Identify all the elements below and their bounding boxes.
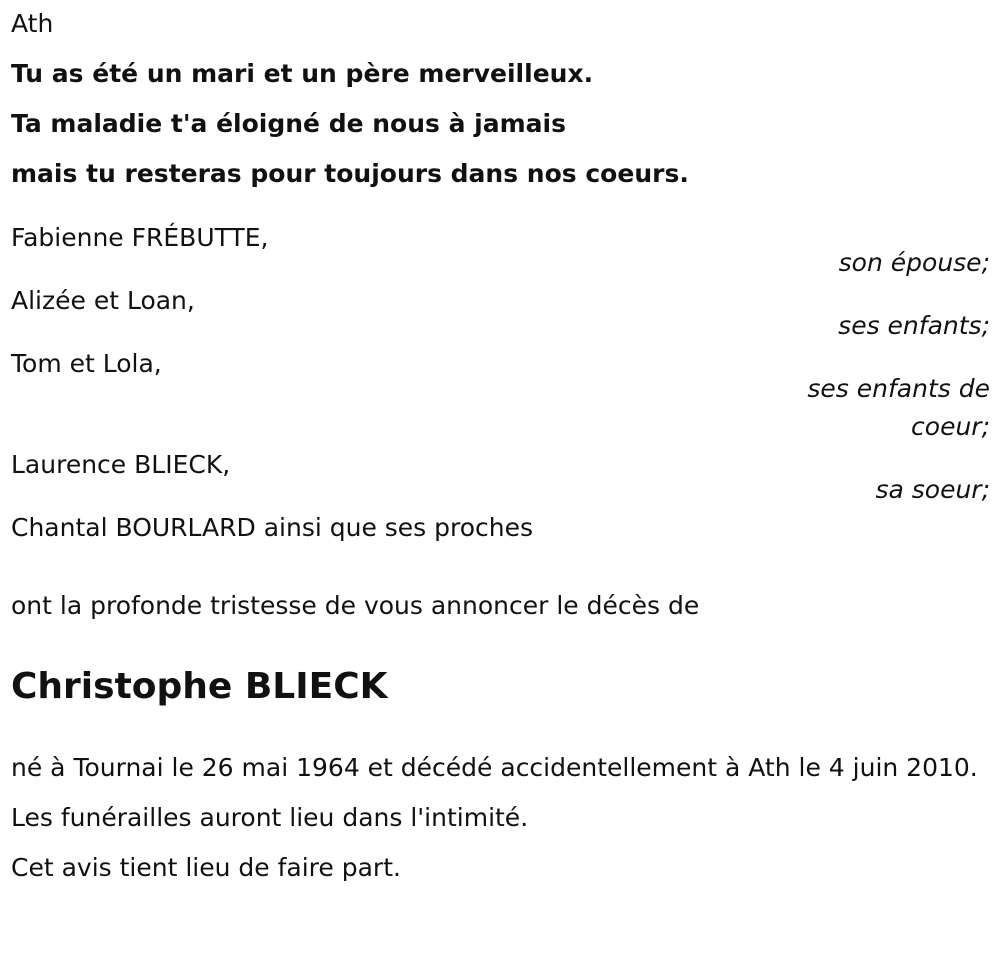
family-member-name: Alizée et Loan, <box>11 286 195 315</box>
poem-line: mais tu resteras pour toujours dans nos coeurs. <box>11 159 689 188</box>
announcement-text: ont la profonde tristesse de vous annoncer le décès de <box>11 591 700 620</box>
notice-text: Cet avis tient lieu de faire part. <box>11 853 401 882</box>
family-member-name: Fabienne FRÉBUTTE, <box>11 223 269 252</box>
poem-line: Tu as été un mari et un père merveilleux. <box>11 59 594 88</box>
family-list <box>11 219 990 547</box>
details <box>11 749 990 887</box>
family-relation: ses enfants; <box>838 311 990 340</box>
birth-death-text: né à Tournai le 26 mai 1964 et décédé accidentellement à Ath le 4 juin 2010. <box>11 753 978 782</box>
funeral-text: Les funérailles auront lieu dans l'intimité. <box>11 803 529 832</box>
family-member-name: Laurence BLIECK, <box>11 450 231 479</box>
family-relation: sa soeur; <box>875 475 990 504</box>
family-entry <box>11 509 990 547</box>
poem-line: Ta maladie t'a éloigné de nous à jamais <box>11 109 566 138</box>
poem <box>11 55 990 193</box>
family-entry <box>11 219 990 282</box>
deceased-name: Christophe BLIECK <box>11 666 388 707</box>
family-entry <box>11 282 990 345</box>
family-entry <box>11 345 990 446</box>
family-entry <box>11 446 990 509</box>
family-member-name: Chantal BOURLARD ainsi que ses proches <box>11 513 534 542</box>
family-member-name: Tom et Lola, <box>11 349 162 378</box>
town-name: Ath <box>11 9 54 38</box>
family-relation: ses enfants de coeur; <box>807 374 990 441</box>
family-relation: son épouse; <box>838 248 990 277</box>
